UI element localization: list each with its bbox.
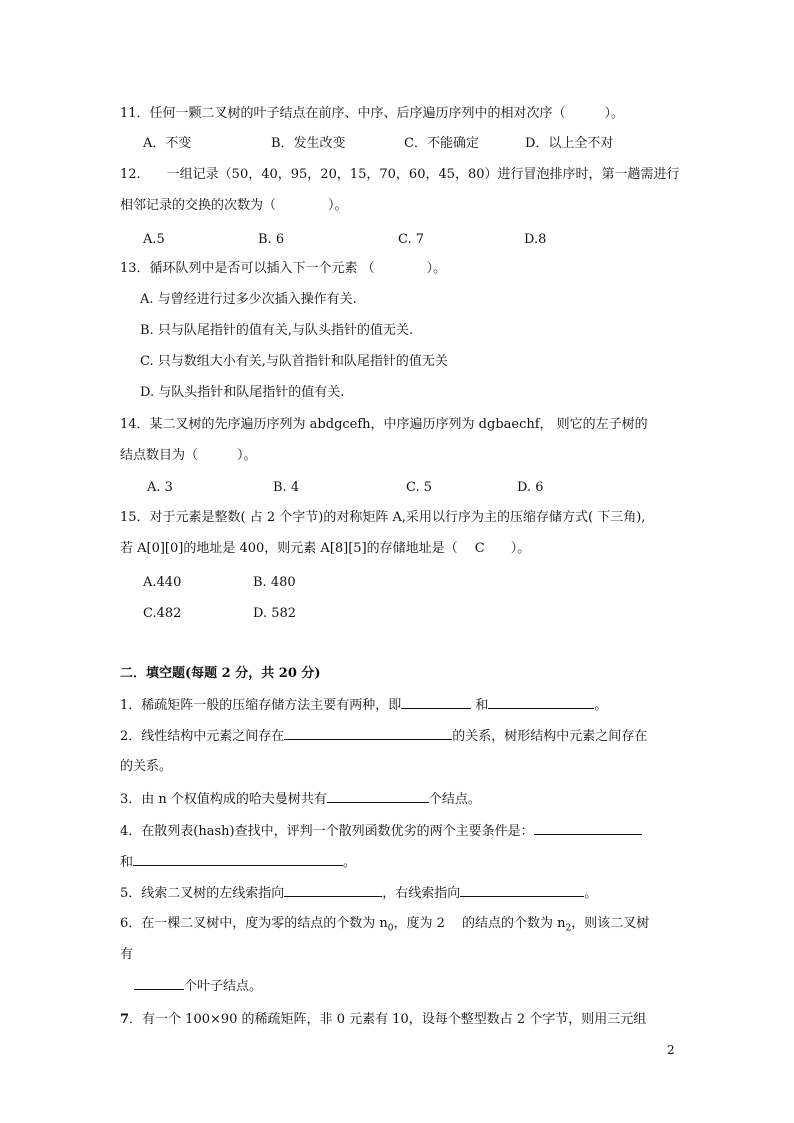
fill-1 [120,696,607,715]
fill-6-part2: ，度为 2 的结点的个数为 n [393,916,566,931]
q11-option-b: B．发生改变 [271,136,346,151]
q14-option-d: D. 6 [517,480,544,495]
q12-option-b: B. 6 [258,232,285,247]
fill-4-line1: 4．在散列表(hash)查找中，评判一个散列函数优劣的两个主要条件是： [120,824,534,839]
fill-4-blank-1 [534,822,642,835]
fill-3-post: 个结点。 [428,792,481,807]
q15-option-a: A.440 [143,575,182,590]
fill-1-blank-2 [488,696,594,709]
fill-6-blank [134,977,184,990]
q15-option-b: B. 480 [253,575,296,590]
q12-option-d: D.8 [524,232,547,247]
q15-option-c: C.482 [143,606,182,621]
fill-4-pre2: 和 [120,855,134,870]
q15-option-d: D. 582 [253,606,297,621]
q12-option-a: A.5 [143,232,165,247]
q12-option-c: C. 7 [398,232,425,247]
fill-4-post2: 。 [343,855,357,870]
q13-option-c: C. 只与数组大小有关,与队首指针和队尾指针的值无关 [140,354,448,369]
fill-3-blank [327,790,429,803]
q13-option-a: A. 与曾经进行过多少次插入操作有关. [140,292,357,307]
fill-4-line2 [120,853,356,872]
fill-1-mid: 和 [471,698,489,713]
q14-stem-line1: 14．某二叉树的先序遍历序列为 abdgcefh，中序遍历序列为 dgbaechf， 则它的左子树的 [120,417,648,432]
q12-stem-line1: 12. 一组记录（50，40，95，20，15，70，60，45，80）进行冒泡排序时，第一趟需进行 [120,167,680,182]
q12-stem-line2: 相邻记录的交换的次数为（ ）。 [120,198,348,213]
fill-5-blank-1 [284,884,382,897]
fill-2-post: 的关系，树形结构中元素之间存在 [452,729,648,744]
fill-5-blank-2 [460,884,584,897]
fill-7-number: 7 [120,1012,130,1027]
fill-2-pre: 2．线性结构中元素之间存在 [120,729,285,744]
fill-1-post: 。 [594,698,608,713]
fill-6-line3-post: 个叶子结点。 [184,979,263,994]
fill-5-post: 。 [584,886,598,901]
fill-5-pre: 5．线索二叉树的左线索指向 [120,886,285,901]
fill-1-pre: 1．稀疏矩阵一般的压缩存储方法主要有两种，即 [120,698,402,713]
fill-3-pre: 3．由 n 个权值构成的哈夫曼树共有 [120,792,327,807]
fill-5-mid: ，右线索指向 [382,886,461,901]
fill-6-part3: ，则该二叉树 [571,916,650,931]
fill-2-line2: 的关系。 [120,759,173,774]
fill-1-blank-1 [401,696,471,709]
fill-2 [120,727,647,746]
q13-stem: 13．循环队列中是否可以插入下一个元素 （ ）。 [120,261,447,276]
q13-option-b: B. 只与队尾指针的值有关,与队头指针的值无关. [140,323,414,338]
q11-option-a: A．不变 [143,136,192,151]
fill-6-line2: 有 [120,947,134,962]
section2-heading: 二．填空题(每题 2 分，共 20 分) [120,666,321,681]
fill-6-part1: 6．在一棵二叉树中，度为零的结点的个数为 n [120,916,388,931]
q14-option-c: C. 5 [406,480,433,495]
fill-6 [120,915,649,938]
fill-5 [120,884,597,903]
q11-option-c: C．不能确定 [404,136,479,151]
q15-stem-line1: 15．对于元素是整数( 占 2 个字节)的对称矩阵 A,采用以行序为主的压缩存储方式( 下三角), [120,510,646,525]
fill-7 [120,1011,646,1029]
q14-stem-line2: 结点数目为（ ）。 [120,448,257,463]
fill-2-blank [284,727,452,740]
q14-option-b: B. 4 [273,480,300,495]
fill-3 [120,790,481,809]
fill-7-text: ．有一个 100×90 的稀疏矩阵，非 0 元素有 10，设每个整型数占 2 个字节，则用三元组 [129,1012,647,1027]
q15-stem-line2: 若 A[0][0]的地址是 400，则元素 A[8][5]的存储地址是（ C ）。 [120,541,531,556]
q13-option-d: D. 与队头指针和队尾指针的值有关. [140,385,345,400]
fill-6-sub2: 2 [565,923,572,934]
fill-6-sub0: 0 [387,923,394,934]
q14-option-a: A. 3 [147,480,173,495]
q11-stem: 11．任何一颗二叉树的叶子结点在前序、中序、后序遍历序列中的相对次序（ ）。 [120,106,625,121]
fill-6-line3 [134,977,262,996]
fill-4 [120,822,642,841]
page-number: 2 [667,1043,675,1057]
fill-4-blank-2 [133,853,343,866]
q11-option-d: D．以上全不对 [525,136,614,151]
